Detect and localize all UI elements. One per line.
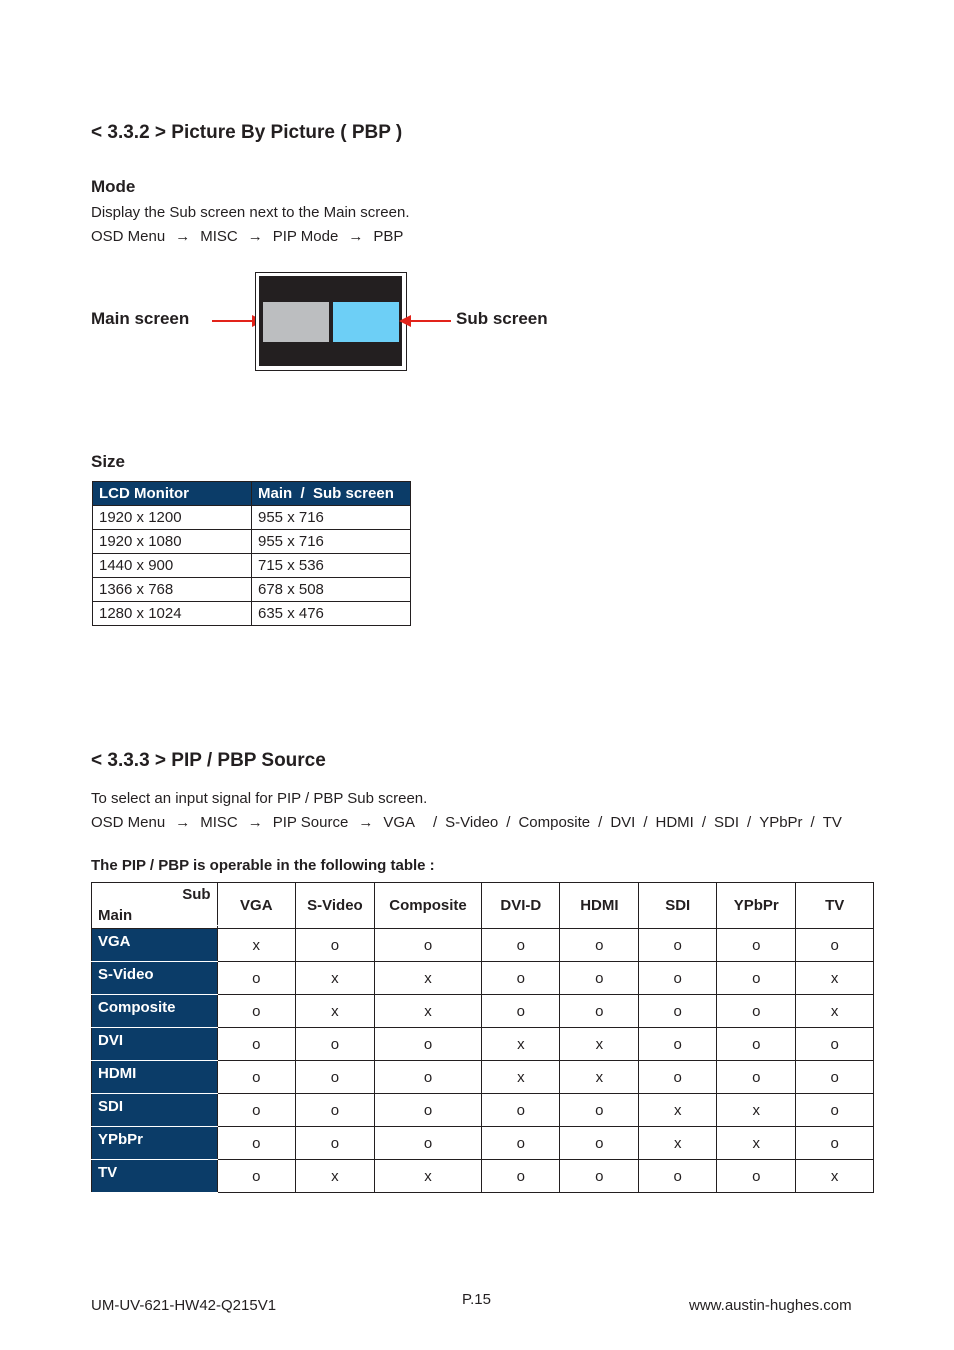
footer-url[interactable]: www.austin-hughes.com <box>689 1297 852 1314</box>
arrow-icon: → <box>247 814 263 831</box>
source-option: HDMI <box>655 814 694 831</box>
sub-screen-label: Sub screen <box>456 309 548 328</box>
compat-cell: o <box>295 929 374 962</box>
compat-cell: x <box>374 995 481 1028</box>
pbp-main-pane <box>263 302 329 342</box>
compat-cell: x <box>560 1061 639 1094</box>
compat-cell: o <box>796 1061 874 1094</box>
cell-resolution: 1920 x 1080 <box>93 530 252 554</box>
row-header: HDMI <box>92 1061 218 1094</box>
compat-cell: o <box>217 1028 295 1061</box>
arrow-icon: → <box>348 228 364 245</box>
compat-cell: o <box>482 1094 560 1127</box>
compat-cell: x <box>217 929 295 962</box>
path-step: OSD Menu <box>91 228 166 245</box>
compat-cell: o <box>560 1127 639 1160</box>
source-option: TV <box>822 814 842 831</box>
sub-screen-arrow-line <box>407 320 451 322</box>
separator: / <box>433 814 438 831</box>
main-screen-arrow-line <box>212 320 256 322</box>
row-header: S-Video <box>92 962 218 995</box>
compat-cell: o <box>482 995 560 1028</box>
compat-cell: o <box>717 1028 796 1061</box>
row-header: SDI <box>92 1094 218 1127</box>
arrow-icon: → <box>358 814 374 831</box>
table-row <box>93 506 411 530</box>
mode-osd-path <box>91 228 413 245</box>
compat-cell: o <box>560 995 639 1028</box>
compat-cell: o <box>639 929 717 962</box>
compat-cell: o <box>217 962 295 995</box>
compat-cell: o <box>374 1028 481 1061</box>
compat-cell: o <box>560 1160 639 1193</box>
source-option: SDI <box>714 814 740 831</box>
compat-cell: x <box>560 1028 639 1061</box>
table-header-row <box>93 482 411 506</box>
compat-cell: x <box>374 962 481 995</box>
source-option: DVI <box>610 814 636 831</box>
compat-cell: x <box>295 1160 374 1193</box>
table-row <box>93 554 411 578</box>
row-header: TV <box>92 1160 218 1193</box>
separator: / <box>598 814 603 831</box>
compat-cell: o <box>796 1028 874 1061</box>
source-option: YPbPr <box>759 814 803 831</box>
compat-cell: o <box>295 1061 374 1094</box>
compat-cell: x <box>717 1094 796 1127</box>
compat-cell: o <box>639 1061 717 1094</box>
compat-cell: x <box>374 1160 481 1193</box>
compat-cell: o <box>217 1160 295 1193</box>
source-option: Composite <box>518 814 591 831</box>
cell-resolution: 1280 x 1024 <box>93 602 252 626</box>
row-header: Composite <box>92 995 218 1028</box>
compat-cell: x <box>482 1028 560 1061</box>
footer-page-number: P.15 <box>462 1291 491 1308</box>
table-caption: The PIP / PBP is operable in the following table : <box>91 857 435 874</box>
compat-cell: o <box>796 1094 874 1127</box>
path-step: PIP Mode <box>272 228 339 245</box>
arrow-icon: → <box>175 228 191 245</box>
col-header: HDMI <box>560 883 639 929</box>
compat-cell: o <box>295 1028 374 1061</box>
compat-cell: o <box>482 1127 560 1160</box>
path-step: PBP <box>373 228 404 245</box>
source-osd-path <box>91 814 852 831</box>
compat-cell: x <box>717 1127 796 1160</box>
path-step: PIP Source <box>272 814 349 831</box>
cell-size: 678 x 508 <box>252 578 411 602</box>
compat-cell: o <box>295 1127 374 1160</box>
separator: / <box>810 814 815 831</box>
compat-cell: x <box>639 1094 717 1127</box>
cell-resolution: 1366 x 768 <box>93 578 252 602</box>
compat-cell: o <box>796 1127 874 1160</box>
row-header: VGA <box>92 929 218 962</box>
compat-cell: o <box>217 1127 295 1160</box>
compat-cell: x <box>639 1127 717 1160</box>
compat-cell: o <box>374 1061 481 1094</box>
table-row <box>93 530 411 554</box>
table-row <box>92 1160 874 1193</box>
compat-cell: x <box>796 1160 874 1193</box>
col-header: TV <box>796 883 874 929</box>
table-row <box>92 1028 874 1061</box>
compat-cell: o <box>796 929 874 962</box>
compat-cell: o <box>560 962 639 995</box>
compat-cell: x <box>295 995 374 1028</box>
compat-cell: o <box>560 929 639 962</box>
corner-sub-label: Sub <box>182 886 211 903</box>
compat-cell: o <box>717 1061 796 1094</box>
path-step: MISC <box>200 814 238 831</box>
col-header: SDI <box>639 883 717 929</box>
col-header-lcd-monitor: LCD Monitor <box>93 482 252 506</box>
size-table <box>92 481 411 626</box>
source-option: S-Video <box>445 814 499 831</box>
mode-description: Display the Sub screen next to the Main screen. <box>91 204 410 221</box>
cell-size: 635 x 476 <box>252 602 411 626</box>
compat-cell: o <box>217 1094 295 1127</box>
table-header-row <box>92 883 874 929</box>
compat-cell: x <box>796 995 874 1028</box>
col-header: VGA <box>217 883 295 929</box>
corner-main-label: Main <box>98 907 133 924</box>
col-header: S-Video <box>295 883 374 929</box>
section-title-source: < 3.3.3 > PIP / PBP Source <box>91 750 326 771</box>
pbp-sub-pane <box>333 302 399 342</box>
table-row <box>92 1094 874 1127</box>
footer-doc-id: UM-UV-621-HW42-Q215V1 <box>91 1297 277 1314</box>
size-heading: Size <box>91 452 126 471</box>
source-description: To select an input signal for PIP / PBP Sub screen. <box>91 790 428 807</box>
mode-heading: Mode <box>91 177 136 196</box>
compat-cell: o <box>217 995 295 1028</box>
col-header: YPbPr <box>717 883 796 929</box>
compat-cell: o <box>295 1094 374 1127</box>
separator: / <box>643 814 648 831</box>
cell-size: 955 x 716 <box>252 530 411 554</box>
table-row <box>93 578 411 602</box>
compat-cell: o <box>717 1160 796 1193</box>
compat-cell: o <box>217 1061 295 1094</box>
col-header: Composite <box>374 883 481 929</box>
table-row <box>92 995 874 1028</box>
main-screen-label: Main screen <box>91 309 190 328</box>
compat-cell: o <box>639 1160 717 1193</box>
separator: / <box>747 814 752 831</box>
path-step: OSD Menu <box>91 814 166 831</box>
compat-cell: o <box>374 1094 481 1127</box>
compat-cell: o <box>717 962 796 995</box>
path-step: MISC <box>200 228 238 245</box>
col-header: DVI-D <box>482 883 560 929</box>
separator: / <box>506 814 511 831</box>
row-header: DVI <box>92 1028 218 1061</box>
compat-cell: o <box>374 929 481 962</box>
col-header-main-sub: Main / Sub screen <box>252 482 411 506</box>
source-list <box>425 814 842 831</box>
compat-cell: o <box>374 1127 481 1160</box>
cell-resolution: 1440 x 900 <box>93 554 252 578</box>
compat-cell: o <box>639 1028 717 1061</box>
table-row <box>92 962 874 995</box>
compat-cell: o <box>482 929 560 962</box>
cell-resolution: 1920 x 1200 <box>93 506 252 530</box>
compat-cell: o <box>639 995 717 1028</box>
corner-cell <box>92 883 218 929</box>
cell-size: 955 x 716 <box>252 506 411 530</box>
compat-cell: o <box>717 995 796 1028</box>
separator: / <box>701 814 706 831</box>
table-row <box>92 1127 874 1160</box>
cell-size: 715 x 536 <box>252 554 411 578</box>
table-row <box>93 602 411 626</box>
table-row <box>92 929 874 962</box>
section-title-pbp: < 3.3.2 > Picture By Picture ( PBP ) <box>91 122 403 143</box>
compat-cell: x <box>295 962 374 995</box>
compatibility-table <box>91 882 874 1193</box>
compat-cell: o <box>717 929 796 962</box>
arrow-icon: → <box>175 814 191 831</box>
row-header: YPbPr <box>92 1127 218 1160</box>
arrow-icon: → <box>247 228 263 245</box>
compat-cell: o <box>482 962 560 995</box>
path-step: VGA <box>383 814 415 831</box>
compat-cell: o <box>482 1160 560 1193</box>
compat-cell: o <box>560 1094 639 1127</box>
compat-cell: o <box>639 962 717 995</box>
compat-cell: x <box>796 962 874 995</box>
table-row <box>92 1061 874 1094</box>
compat-cell: x <box>482 1061 560 1094</box>
